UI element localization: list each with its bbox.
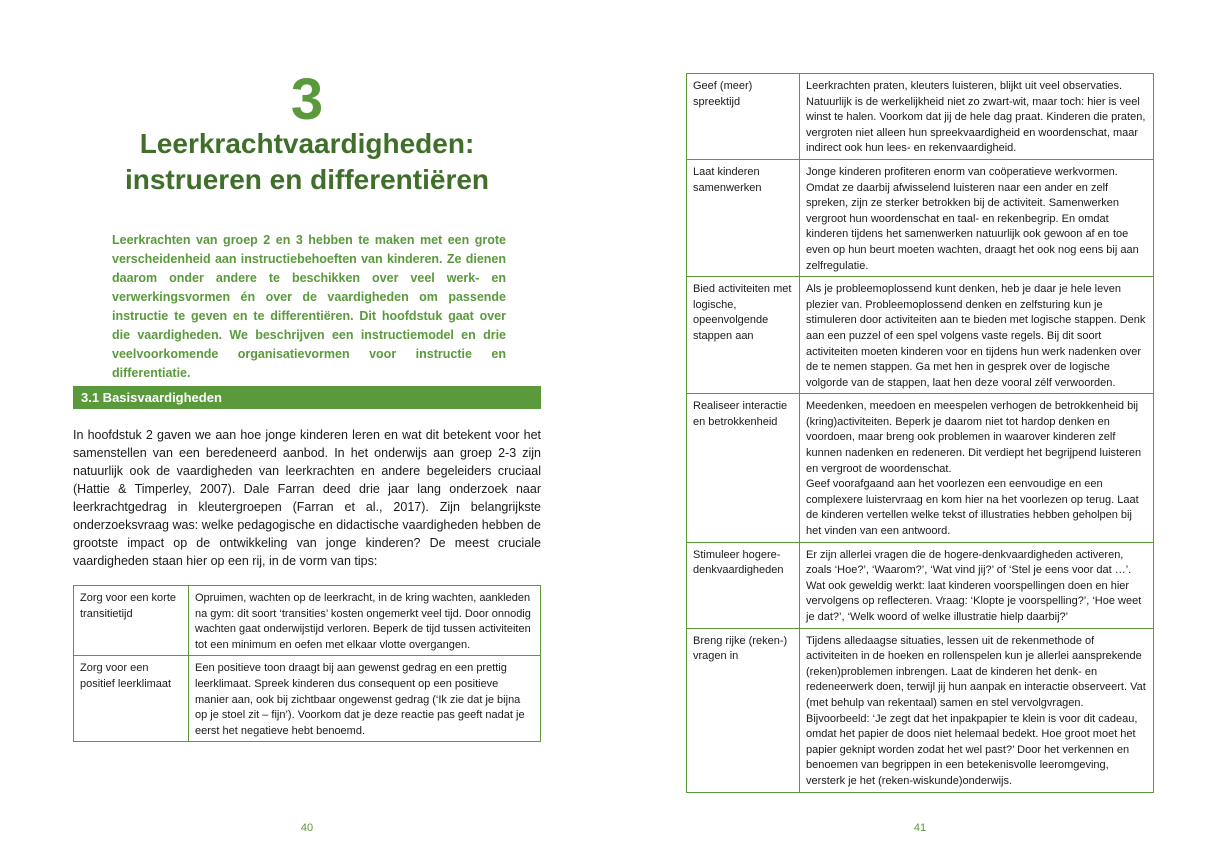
table-row: [687, 542, 1154, 628]
tips-table: [686, 73, 1154, 793]
tip-text: Leerkrachten praten, kleuters luisteren, blijkt uit veel observaties. Natuurlijk is de werkelijkheid niet zo zwart-wit, maar toch: hier is veel winst te halen. Voorkom dat jij de hele dag praat. Kinderen die praten, vergroten niet alleen hun spreekvaardigheid en woordenschat, maar indirect ook hun lees- en rekenvaardigheid.: [800, 74, 1154, 160]
table-row: [687, 277, 1154, 394]
tip-text-continued: Geef voorafgaand aan het voorlezen een eenvoudige en een complexere luistervraag en kom hier na het voorlezen op terug. Laat de kinderen vertellen welke tekst of illustraties hebben geholpen bij het vinden van een antwoord.: [806, 478, 1139, 538]
page-number: 41: [913, 822, 927, 834]
tip-title: Bied activiteiten met logische, opeenvolgende stappen aan: [687, 277, 800, 394]
tip-title: Laat kinderen samenwerken: [687, 159, 800, 276]
tip-text: Een positieve toon draagt bij aan gewenst gedrag en een prettig leerklimaat. Spreek kinderen dus consequent op een positieve manier aan, ook bij zichtbaar ongewenst gedrag (‘Ik zie dat je bijna op je stoel zit – fijn’). Voorkom dat je deze reactie pas geeft nadat je eerst het negatieve hebt benoemd.: [189, 656, 541, 742]
tip-title: Stimuleer hogere-denkvaardigheden: [687, 542, 800, 628]
tip-title: Zorg voor een positief leerklimaat: [74, 656, 189, 742]
tip-title: Geef (meer) spreektijd: [687, 74, 800, 160]
page-number: 40: [300, 822, 314, 834]
tip-title: Breng rijke (reken-) vragen in: [687, 628, 800, 792]
right-page: [613, 0, 1226, 865]
tips-table: [73, 585, 541, 742]
body-paragraph: In hoofdstuk 2 gaven we aan hoe jonge kinderen leren en wat dit betekent voor het samenstellen van een beredeneerd aanbod. In het onderwijs aan groep 2-3 zijn natuurlijk ook de vaardigheden van leerkrachten en andere begeleiders cruciaal (Hattie & Timperley, 2007). Dale Farran deed drie jaar lang onderzoek naar leerkrachtgedrag in kleutergroepen (Farran et al., 2017). Zijn belangrijkste onderzoeksvraag was: welke pedagogische en didactische vaardigheden hebben de grootste impact op de ontwikkeling van jonge kinderen? De meest cruciale vaardigheden staan hier op een rij, in de vorm van tips:: [73, 428, 541, 568]
table-row: [687, 74, 1154, 160]
tip-text: Als je probleemoplossend kunt denken, heb je daar je hele leven plezier van. Probleemoplossend denken en zelfsturing kun je stimuleren door activiteiten aan te bieden met logische stappen. Denk aan een puzzel of een spel volgens vaste regels. Bij dit soort activiteiten moeten kinderen voor en tijdens hun werk nadenken over de te nemen stappen. Ga met hen in gesprek over de logische volgorde van de stappen, laat hen deze vooral zélf verwoorden.: [800, 277, 1154, 394]
chapter-title-line-2: instrueren en differentiëren: [124, 164, 490, 195]
chapter-intro: Leerkrachten van groep 2 en 3 hebben te maken met een grote verscheidenheid aan instructiebehoeften van kinderen. Ze dienen daarom onder andere te beschikken over veel werk- en verwerkingsvormen én over de vaardigheden om passende instructie te geven en te differentiëren. Dit hoofdstuk gaat over die vaardigheden. We beschrijven een instructiemodel en drie veelvoorkomende organisatievormen voor instructie en differentiatie.: [112, 233, 506, 380]
chapter-title: [73, 126, 541, 198]
table-row: [687, 628, 1154, 792]
table-row: [687, 159, 1154, 276]
section-heading: 3.1 Basisvaardigheden: [73, 386, 541, 409]
tip-text: Meedenken, meedoen en meespelen verhogen de betrokkenheid bij (kring)activiteiten. Beperk je daarom niet tot hardop denken en voordoen, maar breng ook problemen in waarover kinderen zelf kunnen nadenken en redeneren. Dit verdiept het begrijpend luisteren en vergroot de woordenschat.: [806, 400, 1142, 475]
tip-text-cell: [800, 394, 1154, 542]
chapter-title-line-1: Leerkrachtvaardigheden:: [139, 128, 475, 159]
chapter-number: 3: [290, 67, 324, 132]
tip-text: Opruimen, wachten op de leerkracht, in de kring wachten, aankleden na gym: dit soort ‘transities’ kosten ongemerkt veel tijd. Door onnodig wachten gaat onderwijstijd verloren. Beperk de tijd tussen activiteiten tot een minimum en oefen met elkaar vlotte overgangen.: [189, 586, 541, 656]
table-row: [74, 656, 541, 742]
tip-text: Jonge kinderen profiteren enorm van coöperatieve werkvormen. Omdat ze daarbij afwisselend luisteren naar een ander en zelf spreken, zijn ze sterker betrokken bij de activiteit. Samenwerken vergroot hun woordenschat en taal- en rekenbegrip. En omdat kinderen tijdens het samenwerken natuurlijk ook gewoon af en toe even op hun beurt moeten wachten, draagt het ook nog eens bij aan zelfregulatie.: [800, 159, 1154, 276]
tip-title: Zorg voor een korte transitietijd: [74, 586, 189, 656]
tip-text: Tijdens alledaagse situaties, lessen uit de rekenmethode of activiteiten in de hoeken en rollenspelen kun je allerlei aansprekende (reken)problemen inbrengen. Laat de kinderen het denk- en redeneerwerk doen, terwijl jij hun aanpak en interactie observeert. Vat (met behulp van rekentaal) samen en stel vervolgvragen. Bijvoorbeeld: ‘Je zegt dat het inpakpapier te klein is voor dit cadeau, omdat het papier de doos niet helemaal bedekt. Hoe groot moet het papier geknipt worden zodat het wel past?’ Door het verkennen en benoemen van begrippen in een betekenisvolle leeromgeving, versterk je het (reken-wiskunde)onderwijs.: [800, 628, 1154, 792]
tip-title: Realiseer interactie en betrokkenheid: [687, 394, 800, 542]
table-row: [74, 586, 541, 656]
tip-text: Er zijn allerlei vragen die de hogere-denkvaardigheden activeren, zoals ‘Hoe?’, ‘Waarom?’, ‘Wat vind jij?’ of ‘Stel je eens voor dat …’. Wat ook geweldig werkt: laat kinderen voorspellingen doen en hier vervolgens op reflecteren. Vraag: ‘Klopte je voorspelling?’, ‘Hoe weet je dat?’, ‘Welk woord of welke illustratie hielp daarbij?’: [800, 542, 1154, 628]
table-row: [687, 394, 1154, 542]
